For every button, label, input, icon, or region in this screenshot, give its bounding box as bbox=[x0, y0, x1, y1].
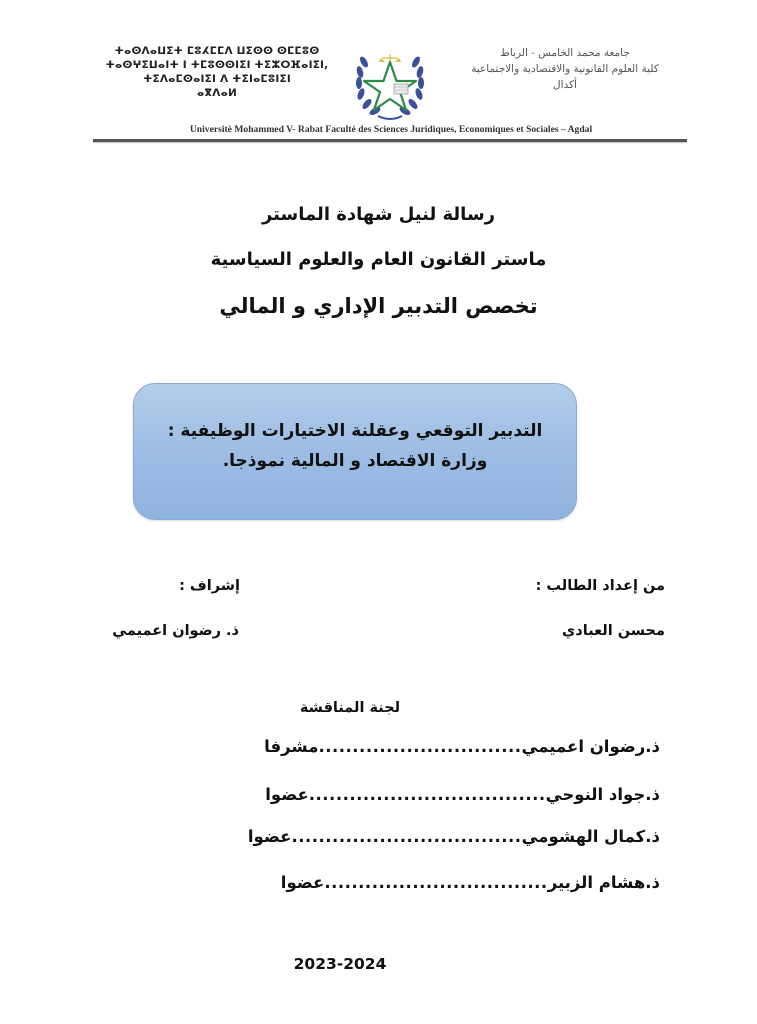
student-label: من إعداد الطالب : bbox=[535, 578, 665, 594]
specialization-title: تخصص التدبير الإداري و المالي bbox=[219, 294, 538, 318]
tifinagh-university-name bbox=[92, 44, 342, 100]
tifinagh-line: ⴰⴳⴷⴰⵍ bbox=[196, 87, 238, 99]
member-role: عضوا bbox=[247, 827, 292, 846]
university-french-line: Universitè Mohammed V- Rabat Faculté des Sciences Juridiques, Economiques et Sociales – Agdal bbox=[189, 124, 593, 135]
committee-member-row bbox=[100, 827, 660, 846]
committee-member-row bbox=[100, 737, 660, 756]
supervisor-name: ذ. رضوان اعميمي bbox=[112, 623, 239, 639]
thesis-topic bbox=[134, 416, 576, 476]
topic-line-1: التدبير التوقعي وعقلنة الاختيارات الوظيفية : bbox=[167, 421, 543, 441]
committee-member-row bbox=[100, 785, 660, 804]
member-name: ذ.كمال الهشومي bbox=[521, 827, 660, 846]
topic-line-2: وزارة الاقتصاد و المالية نموذجا. bbox=[222, 451, 488, 471]
thesis-title-line: رسالة لنيل شهادة الماستر bbox=[261, 204, 496, 225]
tifinagh-line: ⵜⴰⵙⵖⵉⵡⴰⵏⵜ ⵏ ⵜⵎⵓⵙⵙⵏⵉⵏ ⵜⵉⵣⵔⴼⴰⵏⵉⵏ, bbox=[105, 59, 329, 71]
member-name: ذ.جواد النوحي bbox=[545, 785, 660, 804]
member-role: مشرفا bbox=[264, 737, 319, 756]
committee-title: لجنة المناقشة bbox=[299, 700, 401, 716]
leader-dots: .................................. bbox=[291, 827, 522, 846]
committee-member-row bbox=[100, 873, 660, 892]
supervisor-label: إشراف : bbox=[179, 578, 240, 594]
thesis-topic-box bbox=[133, 383, 577, 520]
arabic-line: كلية العلوم القانونية والاقتصادية والاجتماعية bbox=[471, 63, 659, 75]
member-role: عضوا bbox=[265, 785, 309, 804]
arabic-line: أكدال bbox=[553, 79, 577, 91]
member-role: عضوا bbox=[280, 873, 325, 892]
header-divider bbox=[93, 139, 687, 142]
master-program-title: ماستر القانون العام والعلوم السياسية bbox=[210, 249, 547, 270]
leader-dots: ................................. bbox=[324, 873, 548, 892]
tifinagh-line: ⵜⴰⵙⴷⴰⵡⵉⵜ ⵎⵓⵃⵎⵎⴷ ⵡⵉⵙⵙ ⵙⵎⵎⵓⵙ bbox=[114, 45, 320, 57]
arabic-university-name bbox=[450, 45, 680, 93]
leader-dots: ................................... bbox=[308, 785, 546, 804]
tifinagh-line: ⵜⵉⴷⴰⵎⵙⴰⵏⵉⵏ ⴷ ⵜⵉⵏⴰⵎⵓⵏⵉⵏ bbox=[143, 73, 291, 85]
university-emblem-icon bbox=[350, 40, 430, 122]
member-name: ذ.هشام الزبير bbox=[547, 873, 660, 892]
leader-dots: .............................. bbox=[318, 737, 522, 756]
arabic-line: جامعة محمد الخامس - الرباط bbox=[500, 47, 630, 59]
member-name: ذ.رضوان اعميمي bbox=[521, 737, 660, 756]
academic-year: 2023-2024 bbox=[293, 955, 387, 973]
student-name: محسن العبادي bbox=[562, 623, 665, 639]
